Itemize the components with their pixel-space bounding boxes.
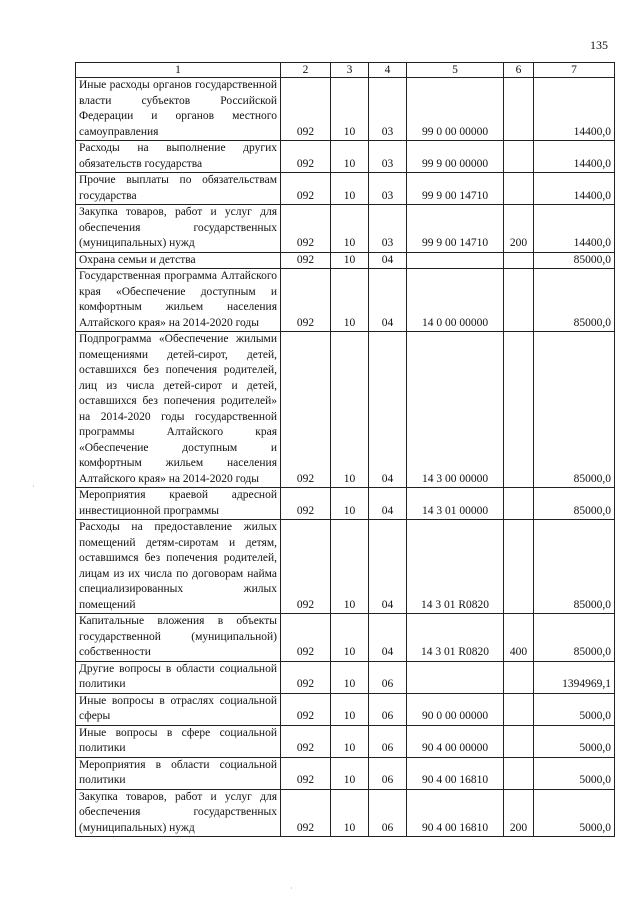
table-row — [76, 205, 615, 253]
target-item-cell: 99 9 00 14710 — [407, 205, 504, 253]
section-code-cell: 10 — [331, 269, 369, 332]
section-code-cell: 10 — [331, 78, 369, 141]
section-code-cell: 10 — [331, 173, 369, 205]
expense-type-cell: 200 — [504, 789, 534, 837]
expense-name-cell: Закупка товаров, работ и услуг для обеспечения государственных (муниципальных) нужд — [76, 789, 281, 837]
amount-cell: 5000,0 — [534, 725, 615, 757]
section-code-cell: 10 — [331, 757, 369, 789]
section-code-cell: 10 — [331, 661, 369, 693]
target-item-cell: 90 4 00 16810 — [407, 757, 504, 789]
table-row — [76, 725, 615, 757]
expense-name-cell: Капитальные вложения в объекты государственной (муниципальной) собственности — [76, 614, 281, 662]
page-number: 135 — [590, 38, 608, 52]
amount-cell: 85000,0 — [534, 252, 615, 269]
section-code-cell: 10 — [331, 693, 369, 725]
column-header: 4 — [369, 63, 407, 78]
ministry-code-cell: 092 — [281, 725, 331, 757]
expense-type-cell — [504, 173, 534, 205]
section-code-cell: 10 — [331, 141, 369, 173]
amount-cell: 14400,0 — [534, 205, 615, 253]
table-row — [76, 173, 615, 205]
column-header: 3 — [331, 63, 369, 78]
table-row — [76, 661, 615, 693]
table-row — [76, 789, 615, 837]
amount-cell: 14400,0 — [534, 141, 615, 173]
column-header: 1 — [76, 63, 281, 78]
ministry-code-cell: 092 — [281, 205, 331, 253]
ministry-code-cell: 092 — [281, 141, 331, 173]
expense-name-cell: Расходы на выполнение других обязательств государства — [76, 141, 281, 173]
amount-cell: 5000,0 — [534, 789, 615, 837]
section-code-cell: 10 — [331, 252, 369, 269]
subsection-code-cell: 04 — [369, 488, 407, 520]
section-code-cell: 10 — [331, 488, 369, 520]
column-header: 7 — [534, 63, 615, 78]
ministry-code-cell: 092 — [281, 488, 331, 520]
table-row — [76, 757, 615, 789]
subsection-code-cell: 03 — [369, 173, 407, 205]
ministry-code-cell: 092 — [281, 78, 331, 141]
expense-type-cell — [504, 141, 534, 173]
amount-cell: 5000,0 — [534, 757, 615, 789]
ministry-code-cell: 092 — [281, 693, 331, 725]
ministry-code-cell: 092 — [281, 614, 331, 662]
subsection-code-cell: 06 — [369, 757, 407, 789]
ministry-code-cell: 092 — [281, 332, 331, 488]
subsection-code-cell: 04 — [369, 520, 407, 614]
section-code-cell: 10 — [331, 725, 369, 757]
expense-name-cell: Подпрограмма «Обеспечение жилыми помещениями детей-сирот, детей, оставшихся без попечения родителей, лиц из числа детей-сирот и детей, оставшихся без попечения родителей» на 2014-2020 годы государственной программы Алтайского края «Обеспечение доступным и комфортным жильем населения Алтайского края» на 2014-2020 годы — [76, 332, 281, 488]
table-header-row — [76, 63, 615, 78]
table-row — [76, 693, 615, 725]
target-item-cell: 14 3 01 R0820 — [407, 520, 504, 614]
subsection-code-cell: 03 — [369, 78, 407, 141]
section-code-cell: 10 — [331, 614, 369, 662]
column-header: 6 — [504, 63, 534, 78]
scan-speck: · — [32, 482, 35, 491]
amount-cell: 14400,0 — [534, 173, 615, 205]
subsection-code-cell: 04 — [369, 252, 407, 269]
target-item-cell: 99 9 00 00000 — [407, 141, 504, 173]
expense-type-cell: 200 — [504, 205, 534, 253]
column-header: 5 — [407, 63, 504, 78]
subsection-code-cell: 03 — [369, 205, 407, 253]
column-header: 2 — [281, 63, 331, 78]
expense-type-cell — [504, 488, 534, 520]
expense-type-cell: 400 — [504, 614, 534, 662]
expense-type-cell — [504, 725, 534, 757]
ministry-code-cell: 092 — [281, 269, 331, 332]
expense-name-cell: Мероприятия в области социальной политики — [76, 757, 281, 789]
target-item-cell: 14 3 01 R0820 — [407, 614, 504, 662]
table-row — [76, 252, 615, 269]
table-row — [76, 78, 615, 141]
expense-name-cell: Расходы на предоставление жилых помещений детям-сиротам и детям, оставшимся без попечения родителей, лицам из их числа по договорам найма специализированных жилых помещений — [76, 520, 281, 614]
expense-type-cell — [504, 332, 534, 488]
amount-cell: 1394969,1 — [534, 661, 615, 693]
expense-type-cell — [504, 269, 534, 332]
expense-name-cell: Иные расходы органов государственной власти субъектов Российской Федерации и органов местного самоуправления — [76, 78, 281, 141]
amount-cell: 14400,0 — [534, 78, 615, 141]
table-row — [76, 141, 615, 173]
expense-type-cell — [504, 520, 534, 614]
section-code-cell: 10 — [331, 789, 369, 837]
amount-cell: 85000,0 — [534, 332, 615, 488]
expense-type-cell — [504, 693, 534, 725]
expense-name-cell: Государственная программа Алтайского края «Обеспечение доступным и комфортным жильем населения Алтайского края» на 2014-2020 годы — [76, 269, 281, 332]
section-code-cell: 10 — [331, 205, 369, 253]
table-row — [76, 614, 615, 662]
subsection-code-cell: 04 — [369, 614, 407, 662]
ministry-code-cell: 092 — [281, 520, 331, 614]
table-row — [76, 269, 615, 332]
target-item-cell — [407, 252, 504, 269]
subsection-code-cell: 04 — [369, 332, 407, 488]
ministry-code-cell: 092 — [281, 252, 331, 269]
subsection-code-cell: 03 — [369, 141, 407, 173]
target-item-cell: 90 4 00 00000 — [407, 725, 504, 757]
target-item-cell: 90 0 00 00000 — [407, 693, 504, 725]
target-item-cell: 99 9 00 14710 — [407, 173, 504, 205]
ministry-code-cell: 092 — [281, 757, 331, 789]
table-row — [76, 520, 615, 614]
expense-name-cell: Закупка товаров, работ и услуг для обеспечения государственных (муниципальных) нужд — [76, 205, 281, 253]
section-code-cell: 10 — [331, 332, 369, 488]
subsection-code-cell: 04 — [369, 269, 407, 332]
table-body — [76, 78, 615, 837]
expense-name-cell: Прочие выплаты по обязательствам государства — [76, 173, 281, 205]
expense-name-cell: Охрана семьи и детства — [76, 252, 281, 269]
scan-speck: · — [290, 884, 293, 893]
amount-cell: 85000,0 — [534, 269, 615, 332]
amount-cell: 85000,0 — [534, 488, 615, 520]
expense-name-cell: Другие вопросы в области социальной политики — [76, 661, 281, 693]
target-item-cell — [407, 661, 504, 693]
subsection-code-cell: 06 — [369, 725, 407, 757]
expense-type-cell — [504, 78, 534, 141]
subsection-code-cell: 06 — [369, 661, 407, 693]
target-item-cell: 90 4 00 16810 — [407, 789, 504, 837]
amount-cell: 5000,0 — [534, 693, 615, 725]
expense-name-cell: Мероприятия краевой адресной инвестиционной программы — [76, 488, 281, 520]
expense-type-cell — [504, 661, 534, 693]
subsection-code-cell: 06 — [369, 693, 407, 725]
expense-name-cell: Иные вопросы в отраслях социальной сферы — [76, 693, 281, 725]
expense-type-cell — [504, 757, 534, 789]
section-code-cell: 10 — [331, 520, 369, 614]
budget-table — [75, 62, 615, 837]
amount-cell: 85000,0 — [534, 614, 615, 662]
table-row — [76, 488, 615, 520]
target-item-cell: 99 0 00 00000 — [407, 78, 504, 141]
expense-name-cell: Иные вопросы в сфере социальной политики — [76, 725, 281, 757]
ministry-code-cell: 092 — [281, 789, 331, 837]
ministry-code-cell: 092 — [281, 661, 331, 693]
expense-type-cell — [504, 252, 534, 269]
target-item-cell: 14 0 00 00000 — [407, 269, 504, 332]
target-item-cell: 14 3 00 00000 — [407, 332, 504, 488]
ministry-code-cell: 092 — [281, 173, 331, 205]
subsection-code-cell: 06 — [369, 789, 407, 837]
target-item-cell: 14 3 01 00000 — [407, 488, 504, 520]
table-row — [76, 332, 615, 488]
amount-cell: 85000,0 — [534, 520, 615, 614]
